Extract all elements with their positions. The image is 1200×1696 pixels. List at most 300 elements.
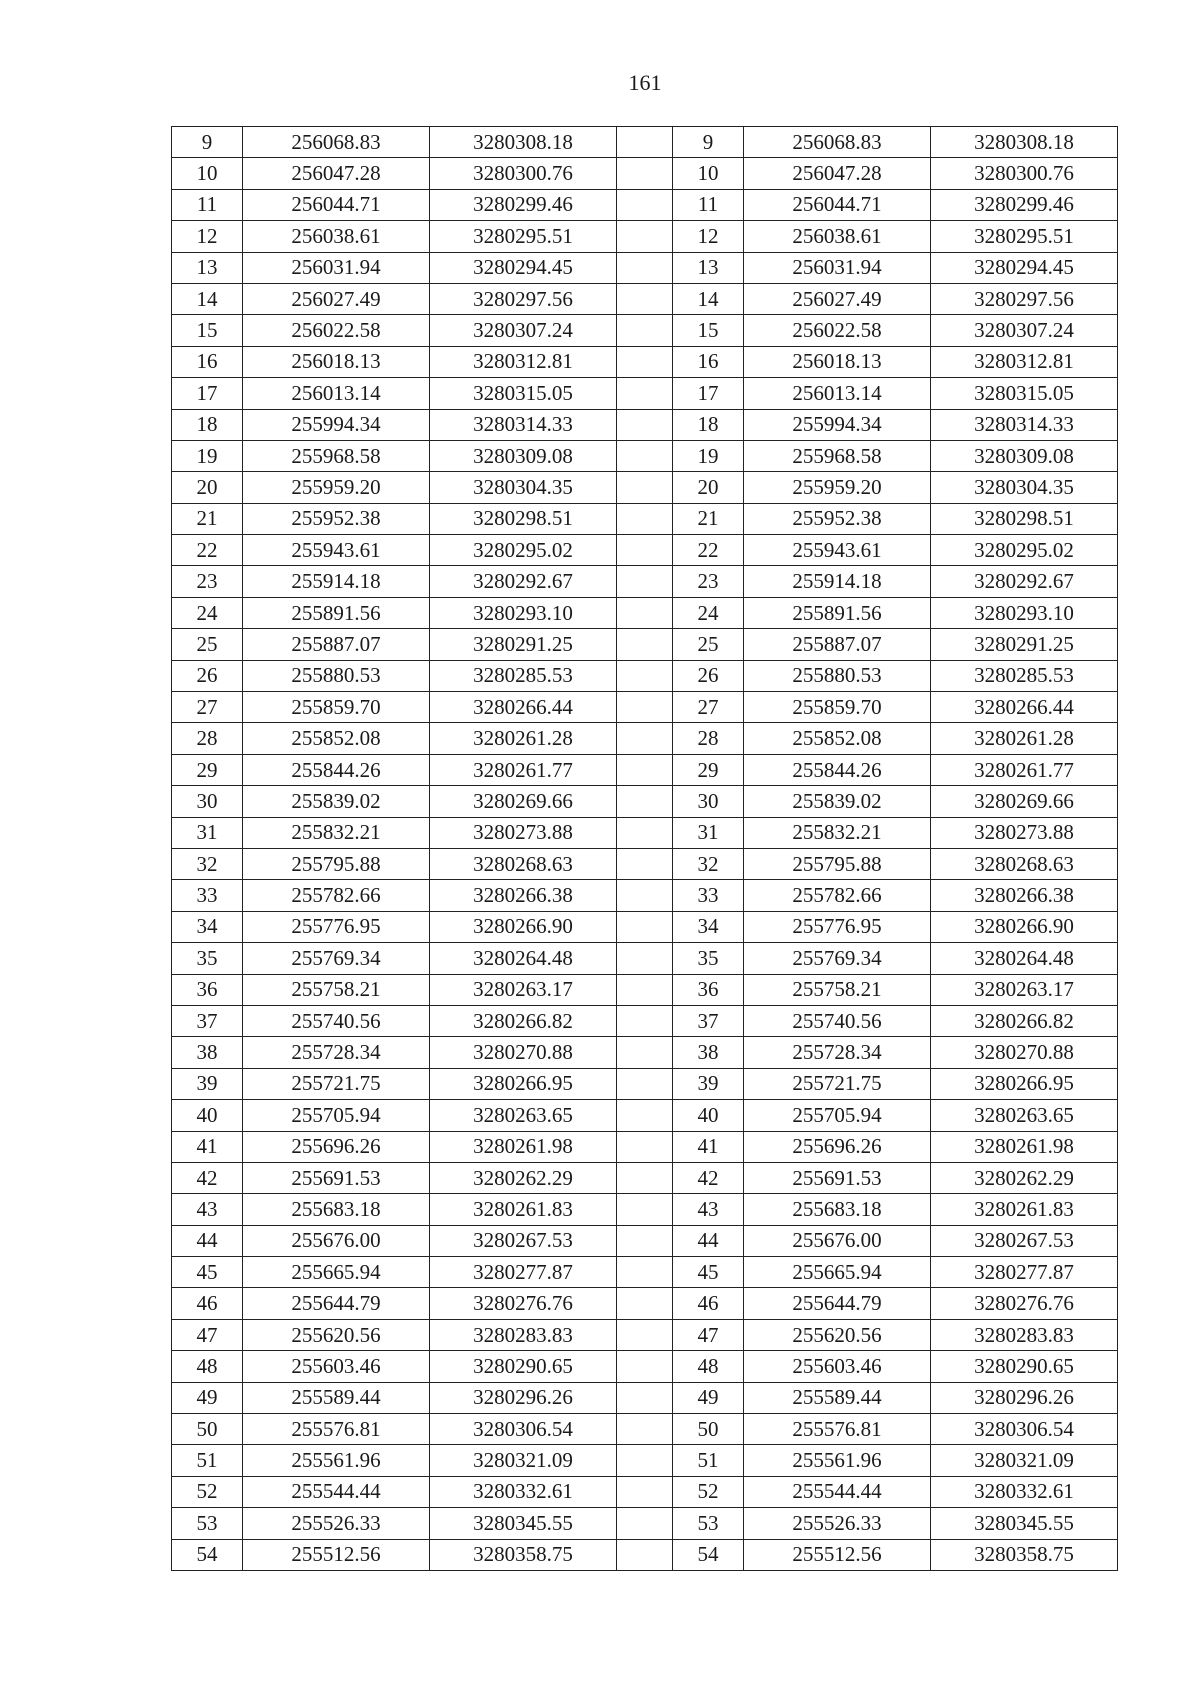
x-coordinate-right: 255721.75 <box>744 1068 931 1099</box>
point-number-left: 15 <box>172 315 243 346</box>
table-row <box>172 817 1118 848</box>
x-coordinate-left: 255589.44 <box>243 1382 430 1413</box>
y-coordinate-left: 3280300.76 <box>430 158 617 189</box>
point-number-right: 36 <box>673 974 744 1005</box>
point-number-left: 43 <box>172 1194 243 1225</box>
x-coordinate-left: 255839.02 <box>243 786 430 817</box>
table-row <box>172 943 1118 974</box>
y-coordinate-left: 3280332.61 <box>430 1476 617 1507</box>
point-number-right: 50 <box>673 1414 744 1445</box>
point-number-left: 11 <box>172 189 243 220</box>
y-coordinate-right: 3280269.66 <box>931 786 1118 817</box>
y-coordinate-left: 3280276.76 <box>430 1288 617 1319</box>
y-coordinate-right: 3280277.87 <box>931 1257 1118 1288</box>
table-row <box>172 1414 1118 1445</box>
point-number-right: 16 <box>673 346 744 377</box>
x-coordinate-left: 255859.70 <box>243 692 430 723</box>
x-coordinate-right: 255705.94 <box>744 1100 931 1131</box>
table-row <box>172 1257 1118 1288</box>
empty-separator-cell <box>617 1508 673 1539</box>
x-coordinate-right: 255769.34 <box>744 943 931 974</box>
x-coordinate-left: 256013.14 <box>243 378 430 409</box>
x-coordinate-left: 255880.53 <box>243 660 430 691</box>
point-number-left: 17 <box>172 378 243 409</box>
point-number-right: 30 <box>673 786 744 817</box>
point-number-right: 29 <box>673 754 744 785</box>
table-row <box>172 1351 1118 1382</box>
x-coordinate-left: 255526.33 <box>243 1508 430 1539</box>
x-coordinate-right: 255589.44 <box>744 1382 931 1413</box>
point-number-right: 15 <box>673 315 744 346</box>
point-number-left: 9 <box>172 127 243 158</box>
empty-separator-cell <box>617 817 673 848</box>
y-coordinate-right: 3280294.45 <box>931 252 1118 283</box>
x-coordinate-left: 256047.28 <box>243 158 430 189</box>
empty-separator-cell <box>617 409 673 440</box>
y-coordinate-left: 3280264.48 <box>430 943 617 974</box>
y-coordinate-left: 3280283.83 <box>430 1319 617 1350</box>
y-coordinate-left: 3280266.95 <box>430 1068 617 1099</box>
x-coordinate-right: 255943.61 <box>744 535 931 566</box>
empty-separator-cell <box>617 127 673 158</box>
x-coordinate-right: 256013.14 <box>744 378 931 409</box>
y-coordinate-left: 3280267.53 <box>430 1225 617 1256</box>
x-coordinate-left: 255769.34 <box>243 943 430 974</box>
point-number-left: 42 <box>172 1162 243 1193</box>
point-number-right: 53 <box>673 1508 744 1539</box>
y-coordinate-right: 3280261.28 <box>931 723 1118 754</box>
y-coordinate-right: 3280266.44 <box>931 692 1118 723</box>
empty-separator-cell <box>617 1037 673 1068</box>
y-coordinate-left: 3280277.87 <box>430 1257 617 1288</box>
x-coordinate-left: 255914.18 <box>243 566 430 597</box>
y-coordinate-right: 3280266.90 <box>931 911 1118 942</box>
empty-separator-cell <box>617 880 673 911</box>
y-coordinate-right: 3280298.51 <box>931 503 1118 534</box>
y-coordinate-left: 3280321.09 <box>430 1445 617 1476</box>
y-coordinate-left: 3280298.51 <box>430 503 617 534</box>
table-row <box>172 1100 1118 1131</box>
y-coordinate-right: 3280297.56 <box>931 283 1118 314</box>
x-coordinate-right: 255644.79 <box>744 1288 931 1319</box>
y-coordinate-left: 3280273.88 <box>430 817 617 848</box>
y-coordinate-right: 3280292.67 <box>931 566 1118 597</box>
point-number-right: 24 <box>673 597 744 628</box>
x-coordinate-left: 255968.58 <box>243 440 430 471</box>
y-coordinate-right: 3280261.77 <box>931 754 1118 785</box>
table-row <box>172 1131 1118 1162</box>
y-coordinate-left: 3280261.98 <box>430 1131 617 1162</box>
point-number-left: 18 <box>172 409 243 440</box>
empty-separator-cell <box>617 660 673 691</box>
x-coordinate-right: 256027.49 <box>744 283 931 314</box>
point-number-left: 33 <box>172 880 243 911</box>
x-coordinate-left: 255943.61 <box>243 535 430 566</box>
empty-separator-cell <box>617 1476 673 1507</box>
x-coordinate-left: 256022.58 <box>243 315 430 346</box>
x-coordinate-left: 255891.56 <box>243 597 430 628</box>
y-coordinate-right: 3280295.51 <box>931 221 1118 252</box>
table-row <box>172 723 1118 754</box>
x-coordinate-right: 255880.53 <box>744 660 931 691</box>
y-coordinate-right: 3280270.88 <box>931 1037 1118 1068</box>
empty-separator-cell <box>617 1131 673 1162</box>
y-coordinate-left: 3280270.88 <box>430 1037 617 1068</box>
point-number-left: 47 <box>172 1319 243 1350</box>
point-number-left: 45 <box>172 1257 243 1288</box>
point-number-right: 44 <box>673 1225 744 1256</box>
y-coordinate-right: 3280307.24 <box>931 315 1118 346</box>
point-number-right: 9 <box>673 127 744 158</box>
y-coordinate-right: 3280300.76 <box>931 158 1118 189</box>
y-coordinate-right: 3280315.05 <box>931 378 1118 409</box>
x-coordinate-right: 255852.08 <box>744 723 931 754</box>
table-row <box>172 1037 1118 1068</box>
x-coordinate-left: 255576.81 <box>243 1414 430 1445</box>
x-coordinate-left: 255832.21 <box>243 817 430 848</box>
point-number-right: 38 <box>673 1037 744 1068</box>
empty-separator-cell <box>617 692 673 723</box>
empty-separator-cell <box>617 786 673 817</box>
x-coordinate-right: 255758.21 <box>744 974 931 1005</box>
y-coordinate-left: 3280314.33 <box>430 409 617 440</box>
x-coordinate-left: 256044.71 <box>243 189 430 220</box>
x-coordinate-left: 255959.20 <box>243 472 430 503</box>
point-number-right: 52 <box>673 1476 744 1507</box>
x-coordinate-right: 255526.33 <box>744 1508 931 1539</box>
point-number-right: 18 <box>673 409 744 440</box>
point-number-left: 23 <box>172 566 243 597</box>
x-coordinate-right: 255887.07 <box>744 629 931 660</box>
point-number-left: 20 <box>172 472 243 503</box>
y-coordinate-right: 3280304.35 <box>931 472 1118 503</box>
empty-separator-cell <box>617 221 673 252</box>
table-row <box>172 660 1118 691</box>
x-coordinate-right: 255959.20 <box>744 472 931 503</box>
x-coordinate-right: 255782.66 <box>744 880 931 911</box>
empty-separator-cell <box>617 158 673 189</box>
point-number-left: 35 <box>172 943 243 974</box>
empty-separator-cell <box>617 566 673 597</box>
y-coordinate-left: 3280290.65 <box>430 1351 617 1382</box>
point-number-left: 31 <box>172 817 243 848</box>
page-number: 161 <box>628 70 662 95</box>
empty-separator-cell <box>617 252 673 283</box>
x-coordinate-left: 255705.94 <box>243 1100 430 1131</box>
point-number-left: 25 <box>172 629 243 660</box>
empty-separator-cell <box>617 754 673 785</box>
y-coordinate-right: 3280261.83 <box>931 1194 1118 1225</box>
point-number-left: 32 <box>172 848 243 879</box>
point-number-left: 39 <box>172 1068 243 1099</box>
table-row <box>172 535 1118 566</box>
x-coordinate-left: 255952.38 <box>243 503 430 534</box>
y-coordinate-left: 3280295.02 <box>430 535 617 566</box>
x-coordinate-right: 256044.71 <box>744 189 931 220</box>
x-coordinate-right: 256022.58 <box>744 315 931 346</box>
empty-separator-cell <box>617 440 673 471</box>
point-number-left: 40 <box>172 1100 243 1131</box>
x-coordinate-right: 255832.21 <box>744 817 931 848</box>
point-number-right: 25 <box>673 629 744 660</box>
point-number-left: 38 <box>172 1037 243 1068</box>
x-coordinate-left: 255676.00 <box>243 1225 430 1256</box>
table-row <box>172 1382 1118 1413</box>
table-row <box>172 1288 1118 1319</box>
point-number-right: 26 <box>673 660 744 691</box>
y-coordinate-left: 3280269.66 <box>430 786 617 817</box>
y-coordinate-left: 3280315.05 <box>430 378 617 409</box>
y-coordinate-right: 3280332.61 <box>931 1476 1118 1507</box>
y-coordinate-right: 3280276.76 <box>931 1288 1118 1319</box>
point-number-right: 10 <box>673 158 744 189</box>
point-number-left: 28 <box>172 723 243 754</box>
point-number-left: 27 <box>172 692 243 723</box>
x-coordinate-left: 255544.44 <box>243 1476 430 1507</box>
table-row <box>172 1162 1118 1193</box>
y-coordinate-left: 3280263.17 <box>430 974 617 1005</box>
y-coordinate-right: 3280309.08 <box>931 440 1118 471</box>
table-row <box>172 911 1118 942</box>
x-coordinate-left: 256018.13 <box>243 346 430 377</box>
x-coordinate-left: 255683.18 <box>243 1194 430 1225</box>
point-number-right: 49 <box>673 1382 744 1413</box>
x-coordinate-left: 255696.26 <box>243 1131 430 1162</box>
x-coordinate-right: 256047.28 <box>744 158 931 189</box>
point-number-left: 49 <box>172 1382 243 1413</box>
y-coordinate-left: 3280309.08 <box>430 440 617 471</box>
y-coordinate-right: 3280267.53 <box>931 1225 1118 1256</box>
point-number-right: 45 <box>673 1257 744 1288</box>
point-number-left: 16 <box>172 346 243 377</box>
x-coordinate-left: 255620.56 <box>243 1319 430 1350</box>
x-coordinate-left: 255782.66 <box>243 880 430 911</box>
empty-separator-cell <box>617 346 673 377</box>
empty-separator-cell <box>617 943 673 974</box>
empty-separator-cell <box>617 1539 673 1570</box>
x-coordinate-left: 256038.61 <box>243 221 430 252</box>
empty-separator-cell <box>617 283 673 314</box>
y-coordinate-left: 3280308.18 <box>430 127 617 158</box>
x-coordinate-right: 256068.83 <box>744 127 931 158</box>
x-coordinate-left: 255603.46 <box>243 1351 430 1382</box>
table-row <box>172 127 1118 158</box>
point-number-left: 29 <box>172 754 243 785</box>
x-coordinate-right: 255561.96 <box>744 1445 931 1476</box>
point-number-right: 43 <box>673 1194 744 1225</box>
point-number-left: 54 <box>172 1539 243 1570</box>
table-row <box>172 472 1118 503</box>
empty-separator-cell <box>617 1225 673 1256</box>
x-coordinate-right: 255683.18 <box>744 1194 931 1225</box>
point-number-left: 10 <box>172 158 243 189</box>
point-number-left: 53 <box>172 1508 243 1539</box>
y-coordinate-left: 3280307.24 <box>430 315 617 346</box>
y-coordinate-left: 3280312.81 <box>430 346 617 377</box>
empty-separator-cell <box>617 1414 673 1445</box>
table-row <box>172 221 1118 252</box>
empty-separator-cell <box>617 378 673 409</box>
x-coordinate-right: 255968.58 <box>744 440 931 471</box>
point-number-right: 31 <box>673 817 744 848</box>
y-coordinate-right: 3280345.55 <box>931 1508 1118 1539</box>
table-row <box>172 1225 1118 1256</box>
empty-separator-cell <box>617 1319 673 1350</box>
y-coordinate-right: 3280312.81 <box>931 346 1118 377</box>
x-coordinate-left: 255844.26 <box>243 754 430 785</box>
y-coordinate-left: 3280261.83 <box>430 1194 617 1225</box>
y-coordinate-right: 3280266.38 <box>931 880 1118 911</box>
table-row <box>172 346 1118 377</box>
point-number-left: 36 <box>172 974 243 1005</box>
point-number-right: 21 <box>673 503 744 534</box>
x-coordinate-left: 255758.21 <box>243 974 430 1005</box>
y-coordinate-right: 3280299.46 <box>931 189 1118 220</box>
table-row <box>172 378 1118 409</box>
point-number-right: 54 <box>673 1539 744 1570</box>
x-coordinate-right: 255691.53 <box>744 1162 931 1193</box>
empty-separator-cell <box>617 472 673 503</box>
table-row <box>172 754 1118 785</box>
y-coordinate-left: 3280306.54 <box>430 1414 617 1445</box>
empty-separator-cell <box>617 1162 673 1193</box>
x-coordinate-right: 255665.94 <box>744 1257 931 1288</box>
x-coordinate-right: 255512.56 <box>744 1539 931 1570</box>
table-row <box>172 974 1118 1005</box>
table-row <box>172 189 1118 220</box>
empty-separator-cell <box>617 1194 673 1225</box>
point-number-left: 34 <box>172 911 243 942</box>
empty-separator-cell <box>617 535 673 566</box>
point-number-left: 37 <box>172 1005 243 1036</box>
empty-separator-cell <box>617 1005 673 1036</box>
x-coordinate-right: 255891.56 <box>744 597 931 628</box>
empty-separator-cell <box>617 315 673 346</box>
point-number-left: 30 <box>172 786 243 817</box>
point-number-right: 11 <box>673 189 744 220</box>
empty-separator-cell <box>617 1068 673 1099</box>
table-row <box>172 440 1118 471</box>
x-coordinate-left: 255691.53 <box>243 1162 430 1193</box>
y-coordinate-left: 3280261.28 <box>430 723 617 754</box>
x-coordinate-left: 255721.75 <box>243 1068 430 1099</box>
empty-separator-cell <box>617 974 673 1005</box>
x-coordinate-right: 255740.56 <box>744 1005 931 1036</box>
empty-separator-cell <box>617 1445 673 1476</box>
table-row <box>172 629 1118 660</box>
point-number-left: 50 <box>172 1414 243 1445</box>
point-number-right: 42 <box>673 1162 744 1193</box>
empty-separator-cell <box>617 629 673 660</box>
empty-separator-cell <box>617 1351 673 1382</box>
empty-separator-cell <box>617 1382 673 1413</box>
point-number-left: 26 <box>172 660 243 691</box>
x-coordinate-left: 255776.95 <box>243 911 430 942</box>
point-number-right: 28 <box>673 723 744 754</box>
y-coordinate-right: 3280266.95 <box>931 1068 1118 1099</box>
y-coordinate-right: 3280314.33 <box>931 409 1118 440</box>
point-number-right: 13 <box>673 252 744 283</box>
point-number-left: 52 <box>172 1476 243 1507</box>
y-coordinate-right: 3280264.48 <box>931 943 1118 974</box>
point-number-right: 27 <box>673 692 744 723</box>
y-coordinate-left: 3280345.55 <box>430 1508 617 1539</box>
x-coordinate-right: 255844.26 <box>744 754 931 785</box>
y-coordinate-right: 3280321.09 <box>931 1445 1118 1476</box>
x-coordinate-right: 255696.26 <box>744 1131 931 1162</box>
y-coordinate-right: 3280263.17 <box>931 974 1118 1005</box>
table-row <box>172 597 1118 628</box>
point-number-right: 35 <box>673 943 744 974</box>
y-coordinate-left: 3280295.51 <box>430 221 617 252</box>
x-coordinate-left: 255561.96 <box>243 1445 430 1476</box>
y-coordinate-left: 3280299.46 <box>430 189 617 220</box>
x-coordinate-left: 255644.79 <box>243 1288 430 1319</box>
table-row <box>172 1445 1118 1476</box>
table-row <box>172 1319 1118 1350</box>
x-coordinate-right: 255544.44 <box>744 1476 931 1507</box>
point-number-right: 20 <box>673 472 744 503</box>
empty-separator-cell <box>617 189 673 220</box>
point-number-left: 41 <box>172 1131 243 1162</box>
table-row <box>172 848 1118 879</box>
table-row <box>172 252 1118 283</box>
y-coordinate-right: 3280273.88 <box>931 817 1118 848</box>
table-row <box>172 158 1118 189</box>
y-coordinate-right: 3280263.65 <box>931 1100 1118 1131</box>
x-coordinate-right: 255795.88 <box>744 848 931 879</box>
point-number-right: 41 <box>673 1131 744 1162</box>
x-coordinate-right: 255776.95 <box>744 911 931 942</box>
point-number-left: 51 <box>172 1445 243 1476</box>
coordinates-table <box>171 126 1118 1571</box>
point-number-right: 17 <box>673 378 744 409</box>
y-coordinate-left: 3280261.77 <box>430 754 617 785</box>
y-coordinate-left: 3280296.26 <box>430 1382 617 1413</box>
y-coordinate-right: 3280291.25 <box>931 629 1118 660</box>
point-number-right: 12 <box>673 221 744 252</box>
y-coordinate-left: 3280291.25 <box>430 629 617 660</box>
point-number-right: 23 <box>673 566 744 597</box>
y-coordinate-right: 3280358.75 <box>931 1539 1118 1570</box>
y-coordinate-right: 3280296.26 <box>931 1382 1118 1413</box>
x-coordinate-left: 255852.08 <box>243 723 430 754</box>
x-coordinate-right: 255676.00 <box>744 1225 931 1256</box>
y-coordinate-right: 3280308.18 <box>931 127 1118 158</box>
point-number-right: 33 <box>673 880 744 911</box>
table-row <box>172 1476 1118 1507</box>
point-number-right: 39 <box>673 1068 744 1099</box>
table-row <box>172 692 1118 723</box>
x-coordinate-left: 256031.94 <box>243 252 430 283</box>
point-number-right: 48 <box>673 1351 744 1382</box>
y-coordinate-left: 3280294.45 <box>430 252 617 283</box>
x-coordinate-left: 255740.56 <box>243 1005 430 1036</box>
y-coordinate-right: 3280268.63 <box>931 848 1118 879</box>
x-coordinate-left: 256068.83 <box>243 127 430 158</box>
point-number-left: 12 <box>172 221 243 252</box>
point-number-left: 48 <box>172 1351 243 1382</box>
x-coordinate-left: 255728.34 <box>243 1037 430 1068</box>
point-number-left: 21 <box>172 503 243 534</box>
table-row <box>172 880 1118 911</box>
table-row <box>172 503 1118 534</box>
table-row <box>172 283 1118 314</box>
point-number-right: 34 <box>673 911 744 942</box>
point-number-left: 44 <box>172 1225 243 1256</box>
point-number-left: 13 <box>172 252 243 283</box>
x-coordinate-right: 255859.70 <box>744 692 931 723</box>
